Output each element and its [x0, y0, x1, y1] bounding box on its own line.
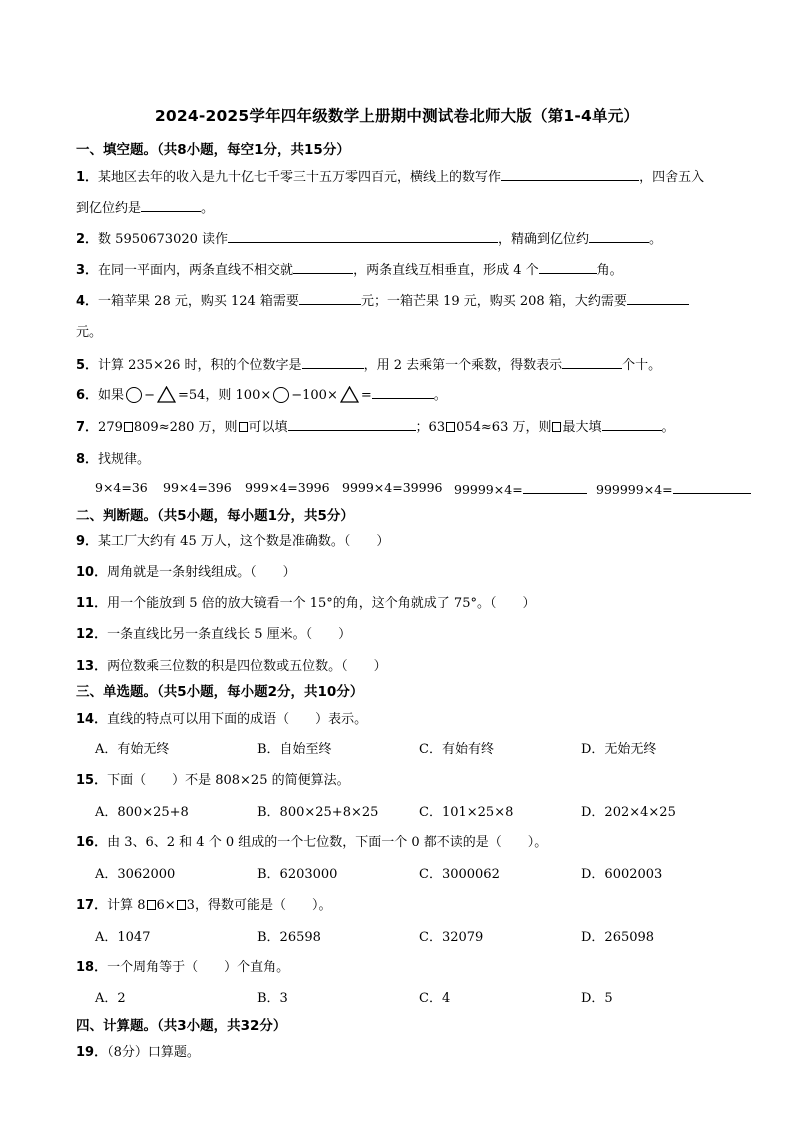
question-number: 10．: [76, 565, 108, 580]
question-text: 一箱苹果 28 元，购买 124 箱需要: [98, 294, 299, 309]
question-17: [76, 894, 331, 913]
question-number: 17．: [76, 898, 108, 913]
question-number: 14．: [76, 712, 108, 727]
answer-blank[interactable]: [372, 385, 434, 399]
option-a[interactable]: A．有始无终: [95, 742, 170, 757]
question-text: 6×: [156, 898, 176, 913]
question-text: 两位数乘三位数的积是四位数或五位数。（ ）: [107, 659, 387, 674]
answer-blank[interactable]: [673, 480, 751, 494]
question-number: 4．: [76, 294, 99, 309]
box-symbol: [239, 422, 248, 432]
question-text: ，两条直线互相垂直，形成 4 个: [353, 263, 539, 278]
question-number: 19．: [76, 1045, 108, 1060]
question-14: [76, 708, 367, 727]
question-text: 可以填: [248, 420, 288, 435]
question-text: 找规律。: [98, 452, 151, 467]
question-text: 。: [201, 201, 215, 216]
question-10: [76, 561, 296, 580]
question-text: 某工厂大约有 45 万人，这个数是准确数。（ ）: [98, 534, 390, 549]
question-number: 13．: [76, 659, 108, 674]
question-text: 054≈63 万，则: [456, 420, 552, 435]
question-text: 计算 235×26 时，积的个位数字是: [98, 358, 302, 373]
question-text: 计算 8: [107, 898, 146, 913]
question-text: ；63: [415, 420, 446, 435]
question-text: 直线的特点可以用下面的成语（ ）表示。: [107, 712, 368, 727]
question-text: 。: [649, 232, 663, 247]
question-16: [76, 831, 547, 850]
option-d[interactable]: D．6002003: [581, 867, 663, 882]
question-text: −100×: [291, 388, 338, 403]
question-number: 5．: [76, 358, 99, 373]
answer-blank[interactable]: [293, 260, 353, 274]
question-number: 7．: [76, 420, 99, 435]
box-symbol: [446, 422, 455, 432]
answer-blank[interactable]: [288, 417, 416, 431]
question-4: [76, 290, 689, 309]
question-number: 2．: [76, 232, 99, 247]
question-1: [76, 166, 704, 185]
answer-blank[interactable]: [228, 229, 498, 243]
answer-blank[interactable]: [627, 291, 689, 305]
question-text: （8分）口算题。: [107, 1045, 200, 1060]
question-number: 1．: [76, 170, 99, 185]
pattern-item: 99×4=396: [163, 480, 232, 495]
answer-blank[interactable]: [501, 167, 639, 181]
pattern-item: [596, 480, 751, 497]
question-text: 如果: [98, 388, 125, 403]
option-d[interactable]: D．5: [581, 991, 613, 1006]
option-d[interactable]: D．无始无终: [581, 742, 657, 757]
box-symbol: [124, 422, 133, 432]
option-b[interactable]: B．3: [257, 991, 288, 1006]
question-text: ，四舍五入: [639, 170, 705, 185]
question-text: 。: [433, 388, 447, 403]
answer-blank[interactable]: [141, 198, 201, 212]
section-heading-judgement: 二、判断题。（共5小题，每小题1分，共5分）: [76, 508, 354, 524]
answer-blank[interactable]: [602, 417, 662, 431]
question-text: 由 3、6、2 和 4 个 0 组成的一个七位数，下面一个 0 都不读的是（ ）。: [107, 835, 548, 850]
section-heading-fill-blank: 一、填空题。（共8小题，每空1分，共15分）: [76, 142, 350, 158]
option-d[interactable]: D．202×4×25: [581, 805, 676, 820]
question-text: =54，则 100×: [177, 388, 272, 403]
question-text: 下面（ ）不是 808×25 的简便算法。: [107, 773, 350, 788]
question-2: [76, 228, 662, 247]
question-text: 周角就是一条射线组成。（ ）: [107, 565, 296, 580]
question-text: 。: [661, 420, 675, 435]
question-text: =: [360, 388, 372, 403]
triangle-symbol: [157, 386, 176, 403]
question-text: 某地区去年的收入是九十亿七千零三十五万零四百元，横线上的数写作: [98, 170, 502, 185]
question-text: 3，得数可能是（ ）。: [186, 898, 332, 913]
question-5: [76, 354, 661, 373]
answer-blank[interactable]: [299, 291, 361, 305]
question-number: 9．: [76, 534, 99, 549]
question-text: 一条直线比另一条直线长 5 厘米。（ ）: [107, 627, 352, 642]
question-7: [76, 416, 675, 435]
question-number: 18．: [76, 960, 108, 975]
box-symbol: [552, 422, 561, 432]
option-b[interactable]: B．6203000: [257, 867, 338, 882]
pattern-item: 9×4=36: [95, 480, 148, 495]
question-text: 到亿位约是: [76, 201, 142, 216]
page-title: 2024-2025学年四年级数学上册期中测试卷北师大版（第1-4单元）: [154, 107, 640, 125]
question-11: [76, 592, 535, 611]
pattern-item: 999×4=3996: [245, 480, 330, 495]
option-b[interactable]: B．自始至终: [257, 742, 332, 757]
question-9: [76, 530, 389, 549]
circle-symbol: [126, 387, 142, 403]
question-text: −: [144, 388, 155, 403]
question-number: 12．: [76, 627, 108, 642]
question-text: 个十。: [622, 358, 662, 373]
question-15: [76, 769, 350, 788]
option-c[interactable]: C．3000062: [419, 867, 500, 882]
question-13: [76, 655, 387, 674]
question-number: 6．: [76, 388, 99, 403]
question-text: 用一个能放到 5 倍的放大镜看一个 15°的角，这个角就成了 75°。（ ）: [107, 596, 536, 611]
question-text: ，用 2 去乘第一个乘数，得数表示: [363, 358, 563, 373]
question-6: [76, 384, 447, 403]
question-text: 最大填: [562, 420, 602, 435]
question-19: [76, 1041, 200, 1060]
question-number: 16．: [76, 835, 108, 850]
answer-blank[interactable]: [562, 355, 622, 369]
option-a[interactable]: A．3062000: [95, 867, 176, 882]
question-3: [76, 259, 623, 278]
option-c[interactable]: C．32079: [419, 930, 484, 945]
question-text: 在同一平面内，两条直线不相交就: [98, 263, 294, 278]
question-number: 11．: [76, 596, 108, 611]
question-text: 279: [98, 420, 123, 435]
question-text: 一个周角等于（ ）个直角。: [107, 960, 290, 975]
question-text: 元。: [76, 325, 103, 340]
triangle-symbol: [340, 386, 359, 403]
pattern-item: 9999×4=39996: [342, 480, 443, 495]
question-8: [76, 448, 150, 467]
pattern-text: 999999×4=: [596, 482, 673, 497]
question-text: 元；一箱芒果 19 元，购买 208 箱，大约需要: [360, 294, 627, 309]
question-number: 8．: [76, 452, 99, 467]
question-text: ，精确到亿位约: [498, 232, 590, 247]
option-a[interactable]: A．800×25+8: [95, 805, 189, 820]
question-number: 3．: [76, 263, 99, 278]
question-text: 数 5950673020 读作: [98, 232, 229, 247]
box-symbol: [177, 900, 186, 910]
answer-blank[interactable]: [523, 480, 587, 494]
option-a[interactable]: A．2: [95, 991, 126, 1006]
option-a[interactable]: A．1047: [95, 930, 151, 945]
option-c[interactable]: C．101×25×8: [419, 805, 514, 820]
question-4-cont: [76, 321, 102, 340]
section-heading-single-choice: 三、单选题。（共5小题，每小题2分，共10分）: [76, 684, 364, 700]
circle-symbol: [273, 387, 289, 403]
option-d[interactable]: D．265098: [581, 930, 655, 945]
question-text: 角。: [596, 263, 623, 278]
box-symbol: [147, 900, 156, 910]
answer-blank[interactable]: [539, 260, 597, 274]
pattern-text: 99999×4=: [454, 482, 523, 497]
answer-blank[interactable]: [589, 229, 649, 243]
option-b[interactable]: B．26598: [257, 930, 321, 945]
question-18: [76, 956, 289, 975]
pattern-item: [454, 480, 587, 497]
option-c[interactable]: C．有始有终: [419, 742, 494, 757]
question-number: 15．: [76, 773, 108, 788]
option-b[interactable]: B．800×25+8×25: [257, 805, 379, 820]
question-text: 809≈280 万，则: [133, 420, 238, 435]
question-1-cont: [76, 197, 214, 216]
option-c[interactable]: C．4: [419, 991, 451, 1006]
question-12: [76, 623, 351, 642]
answer-blank[interactable]: [302, 355, 364, 369]
section-heading-calculation: 四、计算题。（共3小题，共32分）: [76, 1018, 287, 1034]
